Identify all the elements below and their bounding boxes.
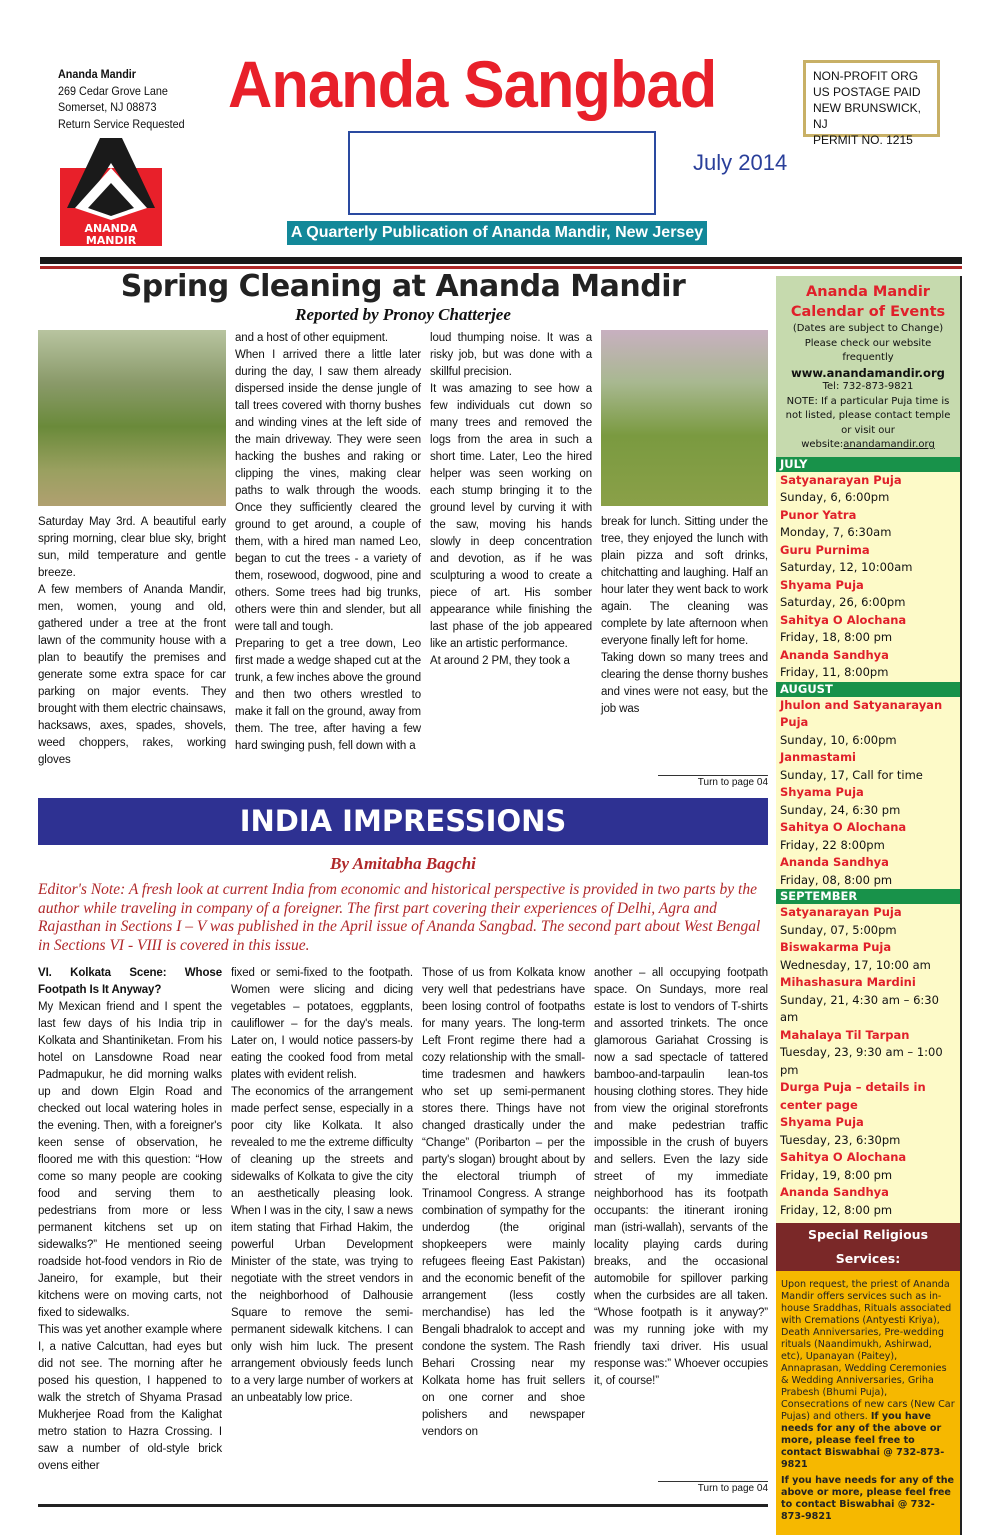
event-time: Friday, 19, 8:00 pm	[780, 1167, 893, 1182]
event-time: Friday, 12, 8:00 pm	[780, 1202, 893, 1217]
paragraph: It was amazing to see how a few individuals cut down so many trees and removed the logs from the area in such a short time. Later, Leo the hired helper was seen working on each stump bringing it to the ground level by curving it with the saw, moving his hands slowly in deep concentration and devotion, as if he was sculpturing a wood to create a piece of art. His somber appearance while finishing the last phase of the job appeared like an artistic performance.	[430, 383, 592, 650]
calendar-event	[776, 1027, 960, 1080]
event-time: Friday, 08, 8:00 pm	[780, 872, 893, 887]
turn-page-link[interactable]: Turn to page 04	[658, 1481, 768, 1496]
paragraph: fixed or semi-fixed to the footpath. Women were slicing and dicing vegetables – potatoes, eggplants, cauliflower – for the day's meals. Later on, I would notice passers-by eating the cooked food from metal plates with evident relish.	[231, 967, 413, 1081]
article-column	[601, 330, 768, 718]
section-heading: VI. Kolkata Scene: Whose Footpath Is It Anyway?	[38, 967, 222, 996]
calendar-event	[776, 1079, 960, 1132]
return-address	[58, 66, 185, 132]
paragraph: Taking down so many trees and clearing the dense thorny bushes and vines were not easy, but the job was	[601, 652, 768, 715]
event-name: Ananda Sandhya	[780, 1185, 889, 1199]
event-name: Satyanarayan Puja	[780, 472, 902, 487]
event-time: Monday, 7, 6:30am	[780, 525, 892, 539]
event-name: Tuesday, 23, 6:30pm	[780, 1132, 901, 1147]
event-name: Jhulon and Satyanarayan Puja	[780, 697, 943, 729]
paragraph: Saturday May 3rd. A beautiful early spring morning, clear blue sky, bright sun, mild temperature and gentle breeze.	[38, 516, 226, 579]
event-time: Friday, 18, 8:00 pm	[780, 630, 893, 644]
event-name: Janmastami	[780, 750, 856, 764]
paragraph: The economics of the arrangement made perfect sense, especially in a poor city like Kolkata. It also revealed to me the extreme difficulty of cleaning up the streets and sidewalks of Kolkata to give the city an aesthetically pleasing look. When I was in the city, I saw a news item stating that Firhad Hakim, the powerful Urban Development Minister of the state, was trying to negotiate with the street vendors in the neighborhood of Dalhousie Square to remove the semi-permanent sidewalk kitchens. I can only wish him luck. The present arrangement obviously feeds lunch to a very large number of workers at an unbeatably low price.	[231, 1086, 413, 1404]
event-time: Friday, 22 8:00pm	[780, 837, 885, 852]
paragraph: break for lunch. Sitting under the tree, they enjoyed the lunch with plain pizza and soft drinks, chitchatting and laughing. Half an hour later they went back to work again. The cleaning was complete by late afternoon when everyone finally left for home.	[601, 516, 768, 647]
event-name: Sahitya O Alochana	[780, 612, 907, 627]
svg-text:ANANDA: ANANDA	[84, 222, 138, 235]
paragraph: another – all occupying footpath space. On Sundays, more real estate is lost to vendors of T-shirts and assorted trinkets. The once glamorous Gariahat Crossing is now a sad spectacle of tattered bamboo-and-tarpaulin lean-tos housing clothing stores. They hide from view the original storefronts and make pedestrian traffic impossible in the crush of buyers and sellers. Even the lazy side street of my immediate neighborhood has its footpath occupants: the itinerant ironing man (istri-wallah), servants of the locality playing cards during breaks, and the occasional automobile for spillover parking when the curbsides are all taken. “Whose footpath is it anyway?” was my running joke with my friendly taxi driver. His usual response was:” Whoever occupies it, of course!”	[594, 967, 768, 1387]
calendar-sidebar	[776, 276, 962, 1535]
turn-page-link[interactable]: Turn to page 04	[658, 775, 768, 790]
calendar-event	[776, 974, 960, 1027]
article-column	[235, 330, 421, 755]
calendar-event	[776, 854, 960, 889]
contact-note: If you have needs for any of the above or more, please feel free to contact Biswabhai @ 732-873-9821	[781, 1411, 945, 1470]
svg-text:MANDIR: MANDIR	[85, 234, 137, 246]
calendar-event	[776, 577, 960, 612]
calendar-event	[776, 1184, 960, 1219]
event-time: Sunday, 21, 4:30 am – 6:30 am	[780, 992, 939, 1024]
article-column	[231, 965, 413, 1407]
calendar-header	[776, 276, 960, 457]
event-name: Ananda Sandhya	[780, 647, 889, 662]
calendar-event	[776, 542, 960, 577]
event-time: Saturday, 12, 10:00am	[780, 560, 913, 574]
event-name: Guru Purnima	[780, 542, 870, 557]
event-time: Shyama Puja	[780, 1115, 864, 1129]
website-link[interactable]: www.anandamandir.org	[791, 365, 945, 380]
calendar-note: NOTE: If a particular Puja time is not listed, please contact temple or visit our website:	[785, 395, 951, 450]
postage-line: US POSTAGE PAID	[813, 85, 921, 99]
postage-line: PERMIT NO. 1215	[813, 133, 913, 147]
event-name: Shyama Puja	[780, 577, 864, 592]
article-column	[430, 330, 592, 670]
divider	[38, 1504, 768, 1507]
event-time: Sunday, 6, 6:00pm	[780, 490, 890, 504]
month-header: AUGUST	[776, 682, 960, 697]
masthead-title: Ananda Sangbad	[228, 47, 717, 121]
paragraph: My Mexican friend and I spent the last few days of his India trip in Kolkata and Shantiniketan. From his hotel on Lansdowne Road near Padmapukur, he did morning walks up and down Elgin Road and checked out local watering holes in the evening. Then, with a foreigner's keen sense of observation, he floored me with this question: “How come so many people are cooking food and serving them to pedestrians from more or less permanent kitchens set up on sidewalks?” He mentioned seeing roadside hot-food vendors in Rio de Janeiro, for example, but their kitchens were on moving carts, not fixed to sidewalks.	[38, 1001, 222, 1319]
event-name: Mihashasura Mardini	[780, 975, 916, 989]
calendar-event	[776, 819, 960, 854]
special-services-text: Upon request, the priest of Ananda Mandir offers services such as in-house Sraddhas, Rituals associated with Cremations (Antyesti Kriya), Death Anniversaries, Pre-wedding rituals (Naandimukh, Ashirwad, etc), Upanayan (Paitey), Annaprasan, Wedding Ceremonies & Wedding Anniversaries, Griha Prabesh (Bhumi Puja), Consecrations of new cars (New Car Pujas) and others.	[781, 1279, 955, 1422]
calendar-event	[776, 612, 960, 647]
event-name: Punor Yatra	[780, 507, 857, 522]
address-line: Somerset, NJ 08873	[58, 100, 157, 114]
calendar-title: Ananda Mandir	[806, 284, 930, 300]
photo-tree-cutting	[38, 330, 226, 506]
month-header: JULY	[776, 457, 960, 472]
postage-line: NON-PROFIT ORG	[813, 69, 919, 83]
calendar-event	[776, 784, 960, 819]
phone: Tel: 732-873-9821	[822, 381, 914, 392]
event-name: Satyanarayan Puja	[780, 905, 902, 919]
event-time: Sunday, 24, 6:30 pm	[780, 802, 901, 817]
calendar-event	[776, 697, 960, 750]
calendar-subtitle: Please check our website frequently	[804, 337, 932, 363]
calendar-event	[776, 1132, 960, 1150]
event-time: Sunday, 07, 5:00pm	[780, 922, 897, 937]
main-content	[38, 270, 768, 1527]
event-time: Sunday, 10, 6:00pm	[780, 732, 897, 747]
issue-date: July 2014	[693, 150, 788, 175]
event-time: Friday, 11, 8:00pm	[780, 665, 889, 679]
paragraph: Preparing to get a tree down, Leo first made a wedge shaped cut at the trunk, a few inches above the ground and then two others wrestled to make it fall on the ground, away from them. The tree, after having a few hard swinging push, fell down with a	[235, 638, 421, 752]
calendar-event	[776, 472, 960, 507]
website-link[interactable]: anandamandir.org	[843, 439, 935, 450]
paragraph: When I arrived there a little later during the day, I saw them already dispersed inside the dense jungle of tall trees covered with thorny bushes and winding vines at the left side of the main driveway. They were seen hacking the bushes and raking or clipping the vines, making clear paths to walk through the woods. Once they sufficiently cleared the ground to get around, a couple of them, with a hired man named Leo, began to cut the trees - a variety of them, rosewood, dogwood, pine and others. Some trees had big trunks, others were thin and slender, but all were tall and tough.	[235, 349, 421, 633]
event-time: Sunday, 17, Call for time	[780, 767, 923, 782]
article-byline: Reported by Pronoy Chatterjee	[295, 305, 511, 324]
article-column	[422, 965, 585, 1441]
postage-box	[803, 60, 940, 147]
article-columns	[38, 965, 768, 1475]
event-list	[776, 457, 960, 1220]
contact-note: If you have needs for any of the above or more, please feel free to contact Biswabhai @ 732-873-9821	[781, 1475, 955, 1522]
month-header: SEPTEMBER	[776, 889, 960, 904]
paragraph: Those of us from Kolkata know very well that pedestrians have been losing control of footpaths for many years. The long-term Left Front regime there had a cozy relationship with the small-time tradesmen and hawkers who set up semi-permanent stores there. Things have not changed drastically under the “Change” (Poribarton – per the party's slogan) brought about by the electoral triumph of Trinamool Congress. A strange combination of sympathy for the underdog (the original shopkeepers were mainly refugees fleeing East Pakistan) and the economic benefit of the arrangement (less costly merchandise) has led the Bengali bhadralok to accept and condone the system. The Rash Behari Crossing near my Kolkata home has fruit sellers on one corner and shoe polishers and newspaper vendors on	[422, 967, 585, 1438]
ananda-mandir-logo	[60, 138, 162, 246]
article-column	[38, 330, 226, 769]
photo-woman-wheelbarrow	[601, 330, 768, 506]
event-name: Shyama Puja	[780, 785, 864, 799]
event-time: Wednesday, 17, 10:00 am	[780, 957, 931, 972]
calendar-event	[776, 749, 960, 784]
event-time: Tuesday, 23, 9:30 am – 1:00 pm	[780, 1045, 943, 1077]
article-title: Spring Cleaning at Ananda Mandir	[120, 269, 686, 304]
article-byline: By Amitabha Bagchi	[330, 854, 476, 873]
calendar-title: Calendar of Events	[790, 304, 946, 320]
calendar-event	[776, 507, 960, 542]
org-name: Ananda Mandir	[58, 67, 137, 81]
editors-note: Editor's Note: A fresh look at current India from economic and historical perspective is provided in two parts by the author while traveling in company of a foreigner. The first part covering their experiences of Delhi, Agra and Rajasthan in Sections I – V was published in the April issue of Ananda Sangbad. The second part about West Bengal in Sections VI - VIII is covered in this issue.	[38, 881, 761, 954]
event-name: Durga Puja – details in center page	[780, 1080, 926, 1112]
article-columns	[38, 330, 768, 769]
event-name: Sahitya O Alochana	[780, 820, 907, 834]
event-name: Sahitya O Alochana	[780, 1150, 907, 1164]
paragraph: A few members of Ananda Mandir, men, women, young and old, gathered under a tree at the front lawn of the community house with a plan to beautify the premises and generate some extra space for car parking on major events. They brought with them electric chainsaws, hacksaws, axes, spades, shovels, weed choppers, rakes, working gloves	[38, 584, 226, 766]
address-line: 269 Cedar Grove Lane	[58, 83, 168, 98]
paragraph: loud thumping noise. It was a risky job, but was done with a skillful precision.	[430, 332, 592, 378]
special-services	[776, 1223, 960, 1535]
paragraph: and a host of other equipment.	[235, 332, 388, 344]
divider	[40, 257, 962, 264]
event-time: Saturday, 26, 6:00pm	[780, 595, 906, 609]
postage-line: NEW BRUNSWICK, NJ	[813, 101, 921, 131]
paragraph: At around 2 PM, they took a	[430, 655, 570, 667]
mailing-label-box	[348, 131, 656, 215]
section-banner: INDIA IMPRESSIONS	[38, 798, 768, 845]
calendar-subtitle: (Dates are subject to Change)	[792, 323, 944, 334]
article-column	[594, 965, 768, 1390]
calendar-event	[776, 939, 960, 974]
calendar-event	[776, 647, 960, 682]
return-service: Return Service Requested	[58, 116, 185, 131]
event-name: Mahalaya Til Tarpan	[780, 1027, 910, 1042]
paragraph: This was yet another example where I, a native Calcuttan, had eyes but did not see. The morning after he posed his question, I happened to walk the stretch of Shyama Prasad Mukherjee Road from the Kalighat metro station to Hazra Crossing. I saw a number of old-style brick ovens either	[38, 1324, 222, 1472]
event-name: Ananda Sandhya	[780, 855, 889, 869]
event-name: Biswakarma Puja	[780, 940, 892, 954]
tagline: A Quarterly Publication of Ananda Mandir, New Jersey	[287, 221, 707, 245]
calendar-event	[776, 1149, 960, 1184]
article-column	[38, 965, 222, 1475]
special-services-title: Special Religious Services:	[776, 1223, 960, 1271]
calendar-event	[776, 904, 960, 939]
